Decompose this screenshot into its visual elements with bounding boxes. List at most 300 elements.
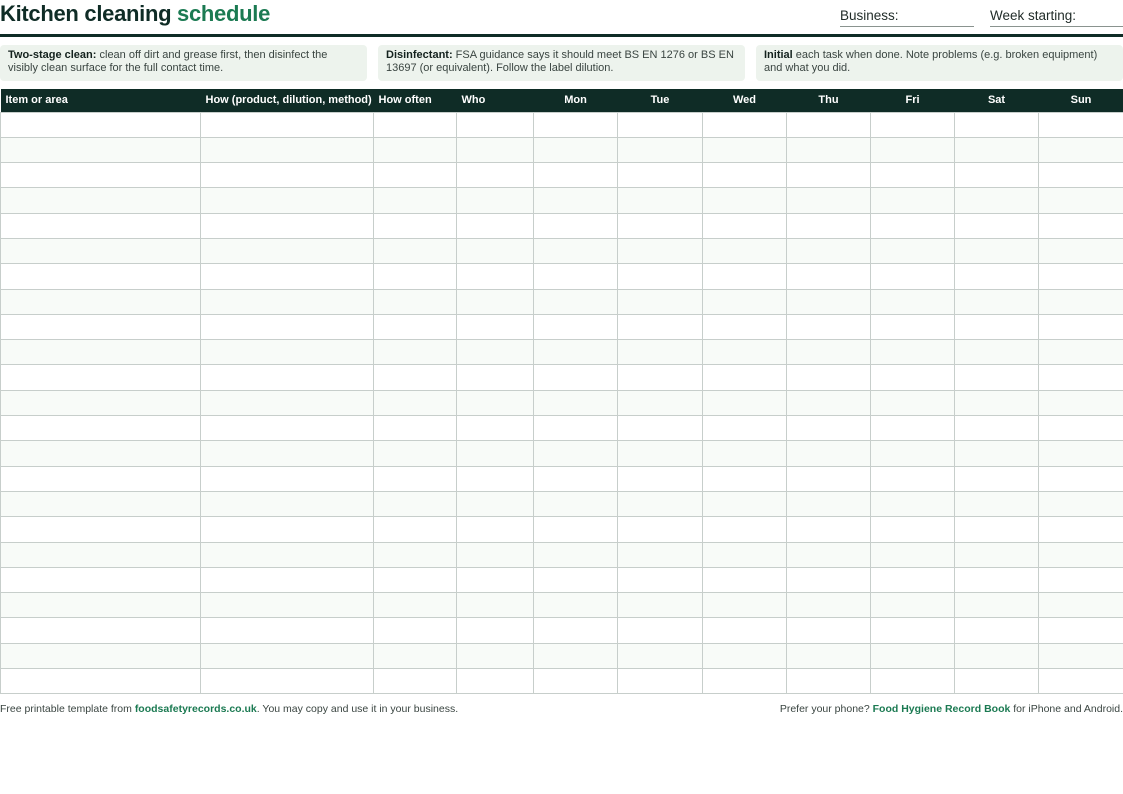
table-cell[interactable] — [457, 517, 534, 542]
table-cell[interactable] — [955, 289, 1039, 314]
table-cell[interactable] — [1039, 643, 1123, 668]
table-cell[interactable] — [201, 669, 374, 694]
table-cell[interactable] — [457, 163, 534, 188]
table-cell[interactable] — [618, 390, 703, 415]
table-cell[interactable] — [534, 264, 618, 289]
table-cell[interactable] — [374, 163, 457, 188]
table-cell[interactable] — [457, 112, 534, 137]
table-cell[interactable] — [457, 669, 534, 694]
table-cell[interactable] — [457, 618, 534, 643]
table-cell[interactable] — [457, 314, 534, 339]
table-cell[interactable] — [374, 264, 457, 289]
table-cell[interactable] — [374, 416, 457, 441]
table-cell[interactable] — [955, 314, 1039, 339]
footer-website-link[interactable]: foodsafetyrecords.co.uk — [134, 703, 257, 715]
table-body — [1, 112, 1123, 694]
table-cell[interactable] — [374, 188, 457, 213]
table-row — [1, 542, 1123, 567]
table-cell[interactable] — [457, 137, 534, 162]
table-cell[interactable] — [703, 289, 787, 314]
table-cell[interactable] — [955, 669, 1039, 694]
table-cell[interactable] — [201, 112, 374, 137]
table-cell[interactable] — [1039, 567, 1123, 592]
table-cell[interactable] — [787, 416, 871, 441]
table-cell[interactable] — [618, 593, 703, 618]
table-row — [1, 593, 1123, 618]
table-cell[interactable] — [1039, 264, 1123, 289]
table-cell[interactable] — [374, 643, 457, 668]
business-field[interactable] — [840, 8, 974, 27]
table-cell[interactable] — [871, 416, 955, 441]
table-cell[interactable] — [787, 340, 871, 365]
table-cell[interactable] — [787, 542, 871, 567]
table-cell[interactable] — [703, 567, 787, 592]
table-cell[interactable] — [1, 112, 201, 137]
note-two-stage-clean — [0, 45, 367, 81]
table-cell[interactable] — [534, 416, 618, 441]
table-cell[interactable] — [1, 466, 201, 491]
table-cell[interactable] — [955, 466, 1039, 491]
table-cell[interactable] — [955, 112, 1039, 137]
table-row — [1, 416, 1123, 441]
table-cell[interactable] — [618, 567, 703, 592]
week-starting-label: Week starting: — [990, 8, 1077, 23]
table-cell[interactable] — [374, 542, 457, 567]
table-cell[interactable] — [201, 643, 374, 668]
table-cell[interactable] — [201, 441, 374, 466]
column-header-fri: Fri — [871, 89, 955, 112]
table-cell[interactable] — [201, 163, 374, 188]
table-cell[interactable] — [787, 314, 871, 339]
table-row — [1, 163, 1123, 188]
table-cell[interactable] — [871, 264, 955, 289]
week-starting-field[interactable] — [990, 8, 1123, 27]
table-cell[interactable] — [1, 593, 201, 618]
table-cell[interactable] — [374, 593, 457, 618]
table-cell[interactable] — [534, 188, 618, 213]
table-header-row — [1, 89, 1123, 112]
table-row — [1, 314, 1123, 339]
table-cell[interactable] — [955, 213, 1039, 238]
table-cell[interactable] — [457, 340, 534, 365]
table-cell[interactable] — [871, 567, 955, 592]
column-header-who: Who — [457, 89, 534, 112]
table-cell[interactable] — [1039, 213, 1123, 238]
table-cell[interactable] — [457, 643, 534, 668]
table-cell[interactable] — [1039, 289, 1123, 314]
table-cell[interactable] — [787, 441, 871, 466]
table-cell[interactable] — [534, 137, 618, 162]
table-cell[interactable] — [374, 289, 457, 314]
table-cell[interactable] — [201, 213, 374, 238]
table-cell[interactable] — [787, 213, 871, 238]
table-cell[interactable] — [618, 365, 703, 390]
table-cell[interactable] — [787, 466, 871, 491]
table-cell[interactable] — [787, 238, 871, 263]
footer-app-link[interactable]: Food Hygiene Record Book — [872, 703, 1011, 715]
footer-right — [780, 703, 1123, 715]
table-cell[interactable] — [871, 491, 955, 516]
table-cell[interactable] — [871, 188, 955, 213]
table-cell[interactable] — [1, 618, 201, 643]
column-header-thu: Thu — [787, 89, 871, 112]
table-cell[interactable] — [201, 137, 374, 162]
table-cell[interactable] — [534, 390, 618, 415]
cleaning-schedule-table — [0, 89, 1123, 694]
table-cell[interactable] — [201, 517, 374, 542]
table-cell[interactable] — [787, 517, 871, 542]
table-cell[interactable] — [534, 517, 618, 542]
table-cell[interactable] — [457, 567, 534, 592]
table-cell[interactable] — [534, 163, 618, 188]
table-cell[interactable] — [201, 238, 374, 263]
table-cell[interactable] — [1039, 542, 1123, 567]
table-cell[interactable] — [955, 163, 1039, 188]
table-cell[interactable] — [534, 238, 618, 263]
table-cell[interactable] — [534, 593, 618, 618]
table-cell[interactable] — [534, 618, 618, 643]
table-cell[interactable] — [871, 542, 955, 567]
table-cell[interactable] — [871, 340, 955, 365]
note-heading: Initial — [764, 49, 793, 61]
table-cell[interactable] — [201, 314, 374, 339]
table-cell[interactable] — [1, 137, 201, 162]
table-cell[interactable] — [374, 137, 457, 162]
note-heading: Disinfectant: — [386, 49, 453, 61]
table-cell[interactable] — [871, 289, 955, 314]
table-row — [1, 289, 1123, 314]
table-cell[interactable] — [534, 289, 618, 314]
table-cell[interactable] — [457, 264, 534, 289]
table-cell[interactable] — [618, 213, 703, 238]
table-cell[interactable] — [871, 213, 955, 238]
table-cell[interactable] — [618, 289, 703, 314]
table-cell[interactable] — [1039, 365, 1123, 390]
table-cell[interactable] — [955, 340, 1039, 365]
title-main: Kitchen cleaning — [0, 1, 172, 26]
table-cell[interactable] — [534, 643, 618, 668]
column-header-how-often: How often — [374, 89, 457, 112]
table-cell[interactable] — [871, 441, 955, 466]
table-cell[interactable] — [787, 264, 871, 289]
footer-left — [0, 703, 458, 715]
table-cell[interactable] — [871, 314, 955, 339]
column-header-sun: Sun — [1039, 89, 1123, 112]
table-cell[interactable] — [201, 491, 374, 516]
table-cell[interactable] — [1039, 618, 1123, 643]
table-cell[interactable] — [374, 390, 457, 415]
table-cell[interactable] — [457, 390, 534, 415]
table-cell[interactable] — [618, 669, 703, 694]
table-cell[interactable] — [703, 314, 787, 339]
table-cell[interactable] — [787, 365, 871, 390]
table-row — [1, 466, 1123, 491]
table-cell[interactable] — [1039, 669, 1123, 694]
table-cell[interactable] — [1039, 441, 1123, 466]
table-cell[interactable] — [787, 137, 871, 162]
table-cell[interactable] — [1, 340, 201, 365]
table-cell[interactable] — [374, 213, 457, 238]
column-header-tue: Tue — [618, 89, 703, 112]
table-cell[interactable] — [457, 466, 534, 491]
table-cell[interactable] — [955, 416, 1039, 441]
table-row — [1, 517, 1123, 542]
title-accent: schedule — [177, 1, 271, 26]
table-cell[interactable] — [955, 137, 1039, 162]
table-cell[interactable] — [457, 365, 534, 390]
table-cell[interactable] — [534, 340, 618, 365]
table-cell[interactable] — [1039, 163, 1123, 188]
table-cell[interactable] — [787, 618, 871, 643]
table-cell[interactable] — [703, 340, 787, 365]
table-cell[interactable] — [955, 517, 1039, 542]
table-cell[interactable] — [201, 593, 374, 618]
table-cell[interactable] — [374, 491, 457, 516]
table-cell[interactable] — [703, 441, 787, 466]
table-cell[interactable] — [871, 163, 955, 188]
table-cell[interactable] — [457, 441, 534, 466]
table-cell[interactable] — [871, 517, 955, 542]
table-cell[interactable] — [955, 593, 1039, 618]
table-cell[interactable] — [457, 213, 534, 238]
table-cell[interactable] — [1039, 390, 1123, 415]
table-cell[interactable] — [1039, 593, 1123, 618]
table-cell[interactable] — [618, 188, 703, 213]
table-cell[interactable] — [201, 289, 374, 314]
table-cell[interactable] — [955, 643, 1039, 668]
table-cell[interactable] — [1039, 314, 1123, 339]
footer-right-suffix: for iPhone and Android. — [1010, 703, 1123, 715]
table-cell[interactable] — [871, 238, 955, 263]
table-cell[interactable] — [871, 643, 955, 668]
table-cell[interactable] — [1, 365, 201, 390]
table-cell[interactable] — [955, 491, 1039, 516]
table-cell[interactable] — [201, 390, 374, 415]
table-cell[interactable] — [787, 163, 871, 188]
table-cell[interactable] — [1039, 491, 1123, 516]
table-cell[interactable] — [618, 137, 703, 162]
table-cell[interactable] — [1, 567, 201, 592]
table-cell[interactable] — [618, 238, 703, 263]
note-initial — [756, 45, 1123, 81]
table-cell[interactable] — [703, 669, 787, 694]
table-row — [1, 365, 1123, 390]
table-cell[interactable] — [618, 340, 703, 365]
table-cell[interactable] — [703, 365, 787, 390]
table-cell[interactable] — [457, 238, 534, 263]
footer-left-suffix: . You may copy and use it in your business. — [256, 703, 459, 715]
table-cell[interactable] — [955, 441, 1039, 466]
table-cell[interactable] — [1, 314, 201, 339]
table-cell[interactable] — [1039, 517, 1123, 542]
table-cell[interactable] — [618, 264, 703, 289]
table-cell[interactable] — [1, 669, 201, 694]
table-cell[interactable] — [703, 163, 787, 188]
page-title — [0, 1, 270, 27]
table-cell[interactable] — [955, 567, 1039, 592]
table-cell[interactable] — [374, 466, 457, 491]
table-cell[interactable] — [703, 137, 787, 162]
table-cell[interactable] — [871, 593, 955, 618]
table-cell[interactable] — [955, 618, 1039, 643]
table-cell[interactable] — [1, 238, 201, 263]
table-cell[interactable] — [457, 491, 534, 516]
table-cell[interactable] — [787, 669, 871, 694]
note-disinfectant — [378, 45, 745, 81]
table-cell[interactable] — [1, 491, 201, 516]
table-cell[interactable] — [787, 567, 871, 592]
table-cell[interactable] — [201, 264, 374, 289]
table-cell[interactable] — [618, 491, 703, 516]
table-row — [1, 669, 1123, 694]
table-cell[interactable] — [787, 491, 871, 516]
table-cell[interactable] — [703, 491, 787, 516]
table-cell[interactable] — [457, 188, 534, 213]
table-cell[interactable] — [703, 593, 787, 618]
table-row — [1, 618, 1123, 643]
table-cell[interactable] — [618, 112, 703, 137]
table-cell[interactable] — [201, 542, 374, 567]
table-cell[interactable] — [1039, 112, 1123, 137]
table-cell[interactable] — [1, 289, 201, 314]
table-cell[interactable] — [955, 188, 1039, 213]
table-cell[interactable] — [618, 441, 703, 466]
table-cell[interactable] — [703, 112, 787, 137]
table-cell[interactable] — [787, 390, 871, 415]
table-cell[interactable] — [871, 137, 955, 162]
table-cell[interactable] — [703, 188, 787, 213]
table-cell[interactable] — [703, 643, 787, 668]
table-cell[interactable] — [374, 567, 457, 592]
table-cell[interactable] — [534, 365, 618, 390]
table-cell[interactable] — [374, 618, 457, 643]
table-cell[interactable] — [703, 390, 787, 415]
table-cell[interactable] — [534, 669, 618, 694]
table-row — [1, 390, 1123, 415]
table-cell[interactable] — [534, 466, 618, 491]
table-cell[interactable] — [955, 365, 1039, 390]
page-header — [0, 0, 1123, 37]
table-cell[interactable] — [787, 643, 871, 668]
table-cell[interactable] — [703, 416, 787, 441]
table-cell[interactable] — [201, 416, 374, 441]
table-cell[interactable] — [534, 567, 618, 592]
table-cell[interactable] — [534, 491, 618, 516]
table-cell[interactable] — [787, 188, 871, 213]
table-cell[interactable] — [374, 365, 457, 390]
table-cell[interactable] — [618, 314, 703, 339]
table-row — [1, 238, 1123, 263]
table-cell[interactable] — [374, 238, 457, 263]
table-cell[interactable] — [703, 517, 787, 542]
table-cell[interactable] — [703, 542, 787, 567]
table-cell[interactable] — [703, 618, 787, 643]
table-cell[interactable] — [374, 517, 457, 542]
note-text: each task when done. Note problems (e.g. broken equipment) and what you did. — [764, 49, 1098, 74]
table-cell[interactable] — [1039, 416, 1123, 441]
table-cell[interactable] — [703, 213, 787, 238]
table-cell[interactable] — [1039, 137, 1123, 162]
table-cell[interactable] — [618, 466, 703, 491]
table-cell[interactable] — [534, 542, 618, 567]
table-cell[interactable] — [1, 643, 201, 668]
table-cell[interactable] — [374, 112, 457, 137]
table-cell[interactable] — [534, 213, 618, 238]
table-cell[interactable] — [1, 163, 201, 188]
note-heading: Two-stage clean: — [8, 49, 97, 61]
table-cell[interactable] — [201, 365, 374, 390]
table-cell[interactable] — [201, 618, 374, 643]
table-cell[interactable] — [201, 567, 374, 592]
table-cell[interactable] — [1, 416, 201, 441]
table-cell[interactable] — [871, 618, 955, 643]
table-cell[interactable] — [703, 238, 787, 263]
table-cell[interactable] — [1, 264, 201, 289]
table-cell[interactable] — [374, 340, 457, 365]
table-cell[interactable] — [201, 340, 374, 365]
table-cell[interactable] — [534, 441, 618, 466]
table-cell[interactable] — [618, 517, 703, 542]
table-cell[interactable] — [703, 466, 787, 491]
table-cell[interactable] — [871, 390, 955, 415]
table-row — [1, 340, 1123, 365]
table-cell[interactable] — [618, 542, 703, 567]
table-cell[interactable] — [374, 314, 457, 339]
table-cell[interactable] — [457, 593, 534, 618]
table-cell[interactable] — [534, 112, 618, 137]
table-cell[interactable] — [1039, 238, 1123, 263]
table-cell[interactable] — [871, 365, 955, 390]
table-cell[interactable] — [955, 238, 1039, 263]
table-cell[interactable] — [1039, 466, 1123, 491]
table-cell[interactable] — [618, 618, 703, 643]
table-cell[interactable] — [955, 542, 1039, 567]
table-cell[interactable] — [1, 390, 201, 415]
table-cell[interactable] — [618, 163, 703, 188]
table-cell[interactable] — [618, 643, 703, 668]
table-cell[interactable] — [871, 466, 955, 491]
business-label: Business: — [840, 8, 899, 23]
table-cell[interactable] — [374, 441, 457, 466]
table-cell[interactable] — [787, 289, 871, 314]
table-cell[interactable] — [201, 466, 374, 491]
table-cell[interactable] — [1, 517, 201, 542]
table-cell[interactable] — [787, 593, 871, 618]
table-cell[interactable] — [871, 112, 955, 137]
table-cell[interactable] — [871, 669, 955, 694]
table-cell[interactable] — [1039, 188, 1123, 213]
table-cell[interactable] — [374, 669, 457, 694]
note-text: clean off dirt and grease first, then disinfect the visibly clean surface for the full contact time. — [8, 49, 328, 74]
table-cell[interactable] — [1, 542, 201, 567]
table-cell[interactable] — [955, 264, 1039, 289]
table-cell[interactable] — [1, 188, 201, 213]
table-cell[interactable] — [457, 416, 534, 441]
table-cell[interactable] — [534, 314, 618, 339]
table-row — [1, 643, 1123, 668]
table-cell[interactable] — [787, 112, 871, 137]
table-cell[interactable] — [457, 289, 534, 314]
table-cell[interactable] — [1039, 340, 1123, 365]
table-cell[interactable] — [955, 390, 1039, 415]
table-cell[interactable] — [703, 264, 787, 289]
table-cell[interactable] — [1, 213, 201, 238]
table-cell[interactable] — [1, 441, 201, 466]
table-cell[interactable] — [201, 188, 374, 213]
table-cell[interactable] — [618, 416, 703, 441]
column-header-mon: Mon — [534, 89, 618, 112]
table-cell[interactable] — [457, 542, 534, 567]
